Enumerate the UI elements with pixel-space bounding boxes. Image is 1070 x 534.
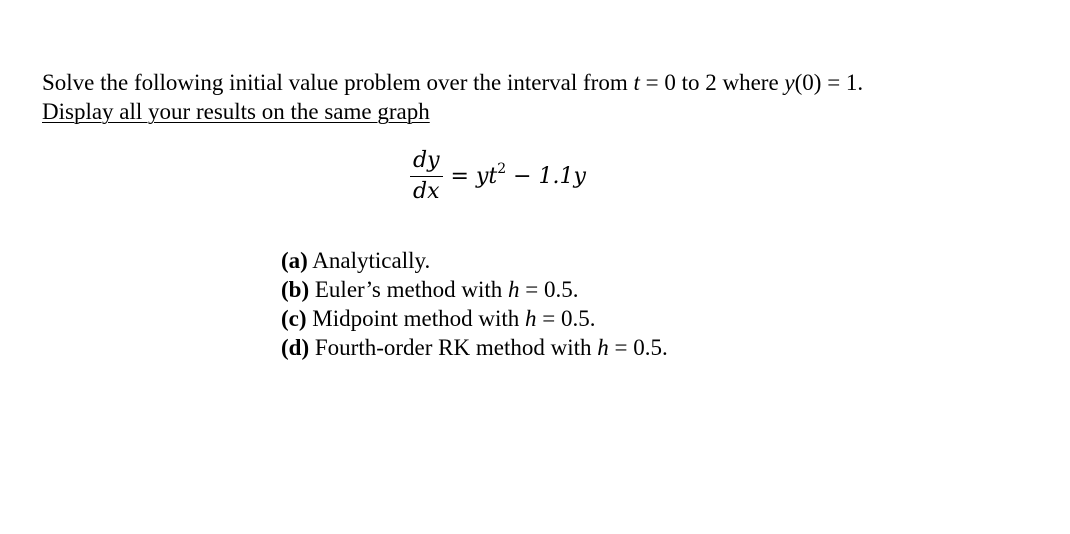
problem-line-2: Display all your results on the same graph [42,99,430,124]
problem-text-1a: Solve the following initial value problem over the interval from [42,70,634,95]
part-c-label: (c) [281,306,307,331]
parts-list [281,246,668,362]
rhs-term-a: = yt [450,164,498,189]
variable-y: y [784,70,795,95]
part-c-text-b: = 0.5. [536,306,596,331]
part-d-text-a: Fourth-order RK method with [309,335,598,360]
problem-statement [42,68,863,126]
fraction-numerator: dy [410,148,443,177]
part-b [281,275,668,304]
equation-rhs [450,161,586,189]
part-a [281,246,668,275]
part-a-text: Analytically. [307,248,431,273]
part-d [281,333,668,362]
part-a-label: (a) [281,248,308,273]
part-b-h: h [508,277,520,302]
problem-line-1 [42,68,863,97]
rhs-term-b: − 1.1y [506,164,586,189]
part-d-label: (d) [281,335,310,360]
differential-equation [410,148,586,205]
part-d-h: h [597,335,609,360]
part-b-text-a: Euler’s method with [309,277,509,302]
fraction-denominator: dx [413,179,440,204]
part-d-text-b: = 0.5. [608,335,668,360]
variable-t: t [633,70,640,95]
rhs-exponent: 2 [497,161,507,177]
problem-text-1b: = 0 to 2 where [639,70,785,95]
part-b-label: (b) [281,277,310,302]
problem-text-1c: (0) = 1. [794,70,864,95]
part-c-h: h [525,306,537,331]
part-c-text-a: Midpoint method with [306,306,526,331]
derivative-fraction [410,148,443,205]
part-c [281,304,668,333]
part-b-text-b: = 0.5. [519,277,579,302]
